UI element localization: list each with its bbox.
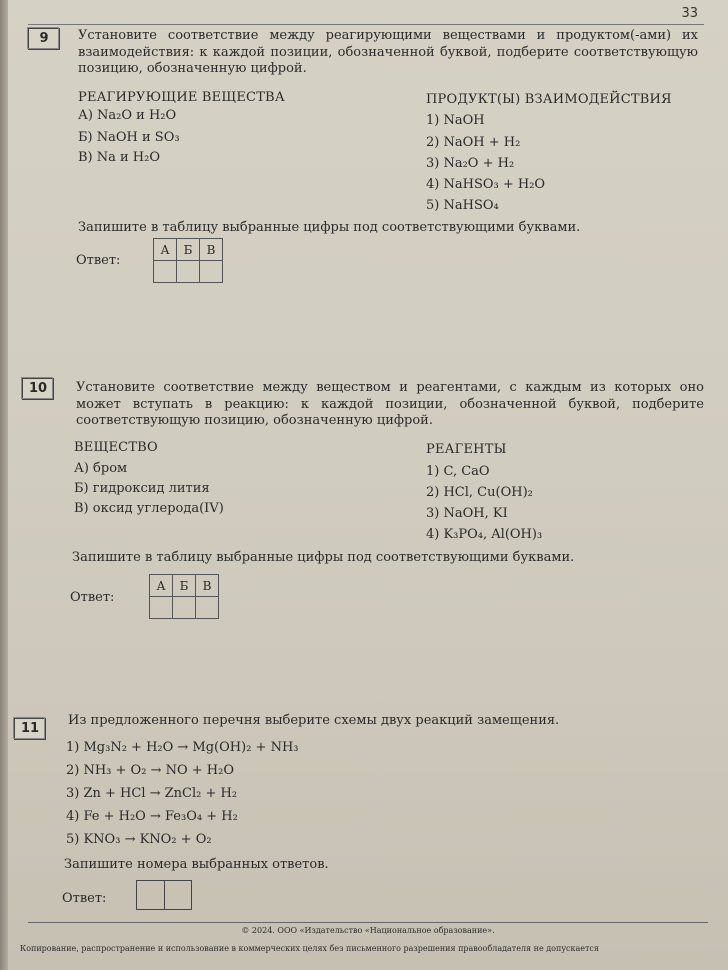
task-10-left-item-c: В) оксид углерода(IV) xyxy=(74,501,224,516)
task-9-answer-cell-a[interactable] xyxy=(154,261,177,283)
task-10-col-c: В xyxy=(196,575,219,597)
task-9-right-item-4: 4) NaHSO₃ + H₂O xyxy=(426,177,546,192)
page xyxy=(8,0,728,970)
task-10-answer-cell-a[interactable] xyxy=(150,597,173,619)
task-10-answer-cell-c[interactable] xyxy=(196,597,219,619)
task-10-answer-cell-b[interactable] xyxy=(173,597,196,619)
task-11-instruction: Запишите номера выбранных ответов. xyxy=(64,857,329,872)
task-9-number: 9 xyxy=(28,28,60,50)
task-11-number: 11 xyxy=(14,718,46,740)
task-10-left-item-a: А) бром xyxy=(74,461,128,476)
task-9-answer-table xyxy=(153,238,223,283)
task-9-left-header: РЕАГИРУЮЩИЕ ВЕЩЕСТВА xyxy=(78,90,285,105)
footer-copyright: © 2024. ООО «Издательство «Национальное образование». xyxy=(241,926,495,935)
task-9-right-item-1: 1) NaOH xyxy=(426,113,485,128)
task-11-option-1: 1) Mg₃N₂ + H₂O → Mg(OH)₂ + NH₃ xyxy=(66,740,299,755)
top-rule xyxy=(28,24,704,25)
task-10-right-item-1: 1) C, CaO xyxy=(426,464,490,479)
task-9-right-item-3: 3) Na₂O + H₂ xyxy=(426,156,515,171)
task-9-prompt: Установите соответствие между реагирующими веществами и продуктом(-ами) их взаимодействия: к каждой позиции, обозначенной буквой, подберите соответствующую позицию, обозначенную цифрой. xyxy=(78,28,698,76)
task-9-answer-label: Ответ: xyxy=(76,253,121,268)
page-number: 33 xyxy=(681,6,698,21)
task-9-col-b: Б xyxy=(177,239,200,261)
footer-rule xyxy=(28,922,708,923)
task-10-right-item-4: 4) K₃PO₄, Al(OH)₃ xyxy=(426,527,543,542)
task-11-option-5: 5) KNO₃ → KNO₂ + O₂ xyxy=(66,832,212,847)
task-9-left-item-b: Б) NaOH и SO₃ xyxy=(78,130,180,145)
task-9-left-item-c: В) Na и H₂O xyxy=(78,150,161,165)
task-11-option-4: 4) Fe + H₂O → Fe₃O₄ + H₂ xyxy=(66,809,238,824)
task-9-col-c: В xyxy=(200,239,223,261)
task-9-right-header: ПРОДУКТ(Ы) ВЗАИМОДЕЙСТВИЯ xyxy=(426,92,672,107)
task-10-col-b: Б xyxy=(173,575,196,597)
task-11-answer-box[interactable] xyxy=(136,880,192,910)
task-9-answer-cell-b[interactable] xyxy=(177,261,200,283)
task-11-answer-cell-2[interactable] xyxy=(165,881,192,909)
task-9-instruction: Запишите в таблицу выбранные цифры под соответствующими буквами. xyxy=(78,220,581,235)
task-10-right-item-3: 3) NaOH, KI xyxy=(426,506,508,521)
task-11-prompt: Из предложенного перечня выберите схемы двух реакций замещения. xyxy=(68,713,560,728)
task-10-right-item-2: 2) HCl, Cu(OH)₂ xyxy=(426,485,533,500)
task-11-answer-label: Ответ: xyxy=(62,891,107,906)
task-10-answer-label: Ответ: xyxy=(70,590,115,605)
task-9-answer-cell-c[interactable] xyxy=(200,261,223,283)
task-11-option-3: 3) Zn + HCl → ZnCl₂ + H₂ xyxy=(66,786,238,801)
task-10-right-header: РЕАГЕНТЫ xyxy=(426,442,507,457)
task-10-col-a: А xyxy=(150,575,173,597)
task-9-col-a: А xyxy=(154,239,177,261)
footer-notice: Копирование, распространение и использование в коммерческих целях без письменного разрешения правообладателя не допускается xyxy=(20,944,599,953)
task-9-left-item-a: А) Na₂O и H₂O xyxy=(78,108,177,123)
task-9-right-item-2: 2) NaOH + H₂ xyxy=(426,135,521,150)
task-10-instruction: Запишите в таблицу выбранные цифры под соответствующими буквами. xyxy=(72,550,575,565)
task-11-answer-cell-1[interactable] xyxy=(137,881,165,909)
task-10-left-item-b: Б) гидроксид лития xyxy=(74,481,210,496)
task-10-left-header: ВЕЩЕСТВО xyxy=(74,440,158,455)
task-10-number: 10 xyxy=(22,378,54,400)
task-11-option-2: 2) NH₃ + O₂ → NO + H₂O xyxy=(66,763,234,778)
task-10-prompt: Установите соответствие между веществом и реагентами, с каждым из которых оно может вступать в реакцию: к каждой позиции, обозначенной буквой, подберите соответствующую позицию, обозначенную цифрой. xyxy=(76,380,704,428)
task-9-right-item-5: 5) NaHSO₄ xyxy=(426,198,499,213)
task-10-answer-table xyxy=(149,574,219,619)
